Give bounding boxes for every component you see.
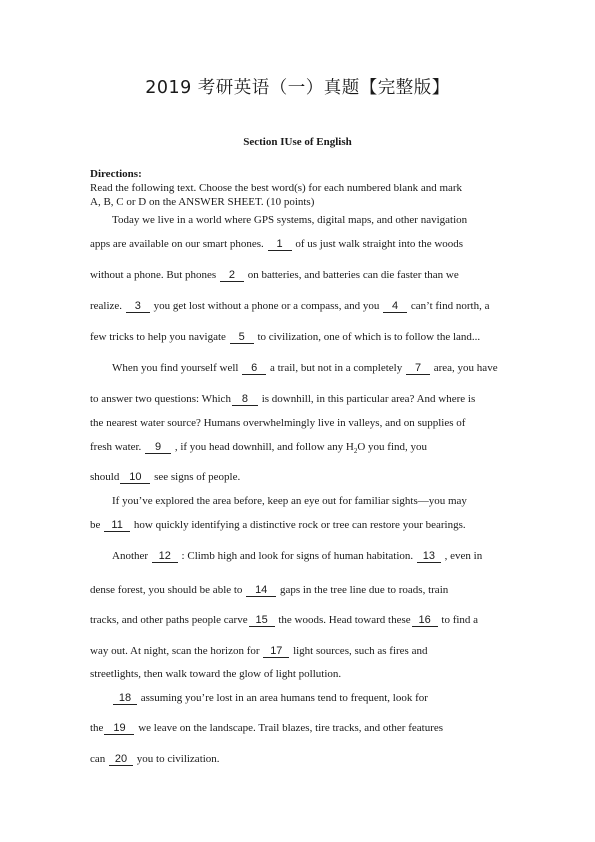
blank-2: 2 [220,269,244,282]
directions-line-2: A, B, C or D on the ANSWER SHEET. (10 points) [90,196,315,208]
blank-6: 6 [242,362,266,375]
passage-line-19: the 19 we leave on the landscape. Trail blazes, tire tracks, and other features [90,722,444,734]
blank-1: 1 [268,238,292,251]
passage-line-2: apps are available on our smart phones. 1 of us just walk straight into the woods [90,238,464,250]
passage-line-15: tracks, and other paths people carve 15 the woods. Head toward these 16 to find a [90,614,479,626]
passage-line-1: Today we live in a world where GPS systems, digital maps, and other navigation [112,214,468,226]
passage-line-8: the nearest water source? Humans overwhelmingly live in valleys, and on supplies of [90,417,466,429]
blank-10: 10 [120,471,150,484]
passage-line-3: without a phone. But phones 2 on batteries, and batteries can die faster than we [90,269,459,281]
blank-7: 7 [406,362,430,375]
blank-16: 16 [412,614,438,627]
blank-18: 18 [113,692,137,705]
blank-15: 15 [249,614,275,627]
passage-line-20: can 20 you to civilization. [90,753,220,765]
blank-11: 11 [104,519,130,532]
passage-line-4: realize. 3 you get lost without a phone or a compass, and you 4 can’t find north, a [90,300,490,312]
passage-line-9: fresh water. 9 , if you head downhill, and follow any $H_2O$ you find, you [90,441,428,456]
passage-line-14: dense forest, you should be able to 14 gaps in the tree line due to roads, train [90,584,449,596]
passage-line-16: way out. At night, scan the horizon for 17 light sources, such as fires and [90,645,428,657]
document-title: 2019 考研英语（一）真题【完整版】 [145,78,450,98]
passage-line-13: Another 12 : Climb high and look for signs of human habitation. 13 , even in [112,550,483,562]
blank-12: 12 [152,550,178,563]
passage-line-18: 18 assuming you’re lost in an area humans tend to frequent, look for [112,691,428,705]
passage-line-5: few tricks to help you navigate 5 to civilization, one of which is to follow the land... [90,331,481,343]
blank-4: 4 [383,300,407,313]
blank-3: 3 [126,300,150,313]
blank-5: 5 [230,331,254,344]
blank-19: 19 [104,722,134,735]
blank-20: 20 [109,753,133,766]
blank-9: 9 [145,441,171,454]
passage-line-7: to answer two questions: Which 8 is downhill, in this particular area? And where is [90,393,476,405]
passage-line-17: streetlights, then walk toward the glow of light pollution. [90,668,342,680]
directions-line-1: Read the following text. Choose the best word(s) for each numbered blank and mark [90,182,463,194]
passage-line-10: should 10 see signs of people. [90,471,241,483]
directions-label: Directions: [90,168,142,180]
passage-line-11: If you’ve explored the area before, keep an eye out for familiar sights—you may [112,495,467,507]
blank-17: 17 [263,645,289,658]
section-heading: Section IUse of English [243,136,352,148]
passage-line-12: be 11 how quickly identifying a distinctive rock or tree can restore your bearings. [90,519,466,531]
blank-8: 8 [232,393,258,406]
blank-14: 14 [246,584,276,597]
subscript-2: 2 [353,447,358,456]
passage-line-6: When you find yourself well 6 a trail, but not in a completely 7 area, you have [112,362,498,374]
blank-13: 13 [417,550,441,563]
